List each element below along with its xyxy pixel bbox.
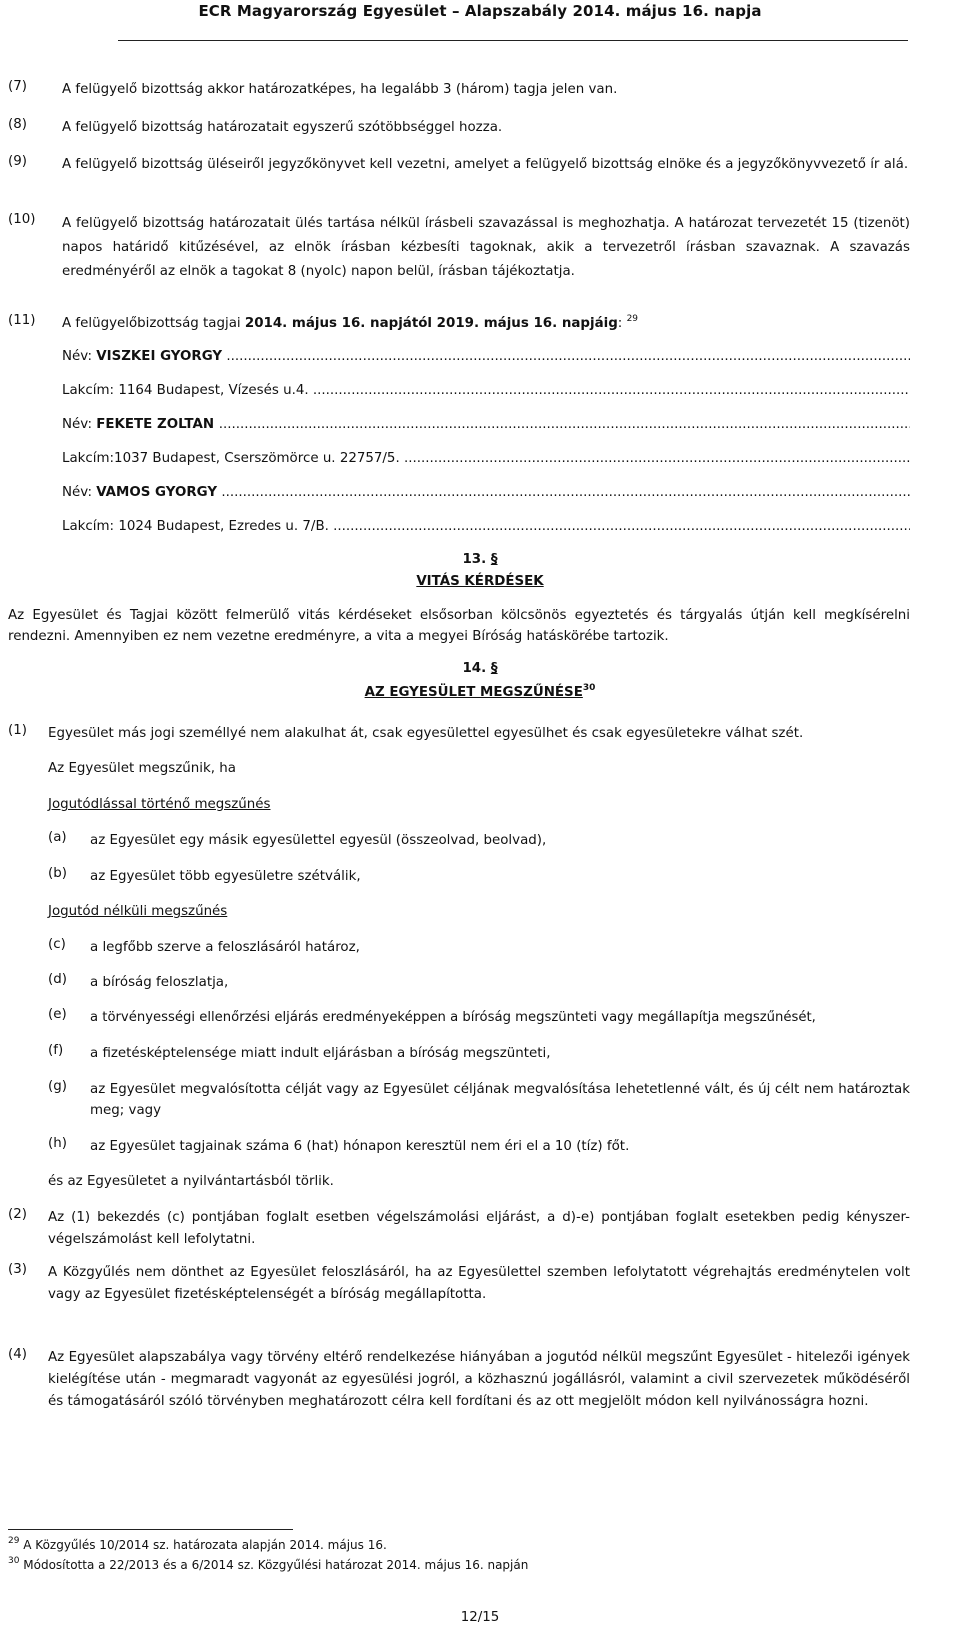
page-number: 12/15: [460, 1610, 500, 1625]
member-address-line: Lakcím: 1164 Budapest, Vízesés u.4. .....: [62, 383, 910, 398]
section-14-paragraph-1: Egyesület más jogi személlyé nem alakulhat át, csak egyesülettel egyesülhet és csak egyesületekre válhat szét.: [48, 726, 804, 741]
section-13-title: VITÁS KÉRDÉSEK: [416, 574, 544, 589]
footnote-divider: [8, 1529, 293, 1530]
item-number: (9): [8, 154, 27, 169]
section-13-body: Az Egyesület és Tagjai között felmerülő vitás kérdéseket elsősorban kölcsönös egyeztetés és tárgyalás útján kell megkísérelni rendezni. Amennyiben ez nem vezetne eredményre, a vita a megyei Bíróság hatáskörébe tartozik.: [8, 608, 910, 644]
section-14-paragraph-4: Az Egyesület alapszabálya vagy törvény eltérő rendelkezése hiányában a jogutód nélkül megszűnt Egyesület - hitelezői igények kielégítése után - megmaradt vagyonát az egyesülési jogról, a közhasznú jogállásról, valamint a civil szervezetek működéséről és támogatásáról szóló törvényben meghatározott célra kell fordítani és az ott megjelölt módon kell nyilvánosságra hozni.: [48, 1350, 910, 1409]
member-name-line: Név: FEKETE ZOLTÁN .....: [62, 417, 910, 432]
list-letter: (g): [48, 1079, 67, 1094]
list-letter: (e): [48, 1007, 67, 1022]
item-number: (1): [8, 723, 27, 738]
list-item: a fizetésképtelensége miatt indult eljárásban a bíróság megszünteti,: [90, 1046, 551, 1061]
page-header: ECR Magyarország Egyesület – Alapszabály 2014. május 16. napja: [198, 2, 762, 20]
section-14-number: 14. §: [462, 661, 498, 676]
member-name-line: Név: VÁMOS GYÖRGY .....: [62, 485, 910, 500]
footnote-29: $^{29}$ A Közgyűlés 10/2014 sz. határozata alapján 2014. május 16.: [8, 1536, 387, 1552]
section-14-paragraph-3: A Közgyűlés nem dönthet az Egyesület feloszlásáról, ha az Egyesülettel szemben lefolytatott végrehajtás eredménytelen volt vagy az Egyesület fizetésképtelenségét a bíróság megállapította.: [48, 1265, 910, 1302]
section-14-paragraph-2: Az (1) bekezdés (c) pontjában foglalt esetben végelszámolási eljárást, a d)-e) pontjában foglalt esetekben pedig kényszer-végelszámolást kell lefolytatni.: [48, 1210, 910, 1247]
member-address-line: Lakcím:1037 Budapest, Cserszömörce u. 22757/5. .....: [62, 451, 910, 466]
footnote-ref: 30: [582, 683, 596, 693]
list-letter: (a): [48, 830, 67, 845]
list-letter: (f): [48, 1043, 64, 1058]
section-14-title: AZ EGYESÜLET MEGSZŰNÉSE$^{30}$: [364, 683, 596, 700]
footnote-30: $^{30}$ Módosította a 22/2013 és a 6/2014 sz. Közgyűlési határozat 2014. május 16. napján: [8, 1556, 529, 1572]
item-number: (8): [8, 117, 27, 132]
paragraph-8: A felügyelő bizottság határozatait egyszerű szótöbbséggel hozza.: [62, 120, 503, 135]
item-number: (11): [8, 313, 36, 328]
list-letter: (d): [48, 972, 67, 987]
member-name: FEKETE ZOLTÁN: [96, 417, 219, 432]
list-item: a bíróság feloszlatja,: [90, 975, 229, 990]
header-divider: [118, 40, 908, 41]
item-number: (10): [8, 212, 36, 227]
list-letter: (h): [48, 1136, 67, 1151]
member-name-line: Név: VISZKEI GYÖRGY .....: [62, 349, 910, 364]
paragraph-7: A felügyelő bizottság akkor határozatképes, ha legalább 3 (három) tagja jelen van.: [62, 82, 618, 97]
item-number: (2): [8, 1207, 27, 1222]
member-name: VISZKEI GYÖRGY: [96, 349, 223, 364]
section-13-number: 13. §: [462, 552, 498, 567]
footnote-ref: 29: [626, 314, 639, 324]
paragraph-11-text: A felügyelőbizottság tagjai: [62, 316, 245, 331]
list-letter: (c): [48, 937, 66, 952]
member-name: VÁMOS GYÖRGY: [96, 485, 218, 500]
list-item: a törvényességi ellenőrzési eljárás eredményeképpen a bíróság megszünteti vagy megállapítja megszűnését,: [90, 1010, 816, 1025]
subheading-no-succession: Jogutód nélküli megszűnés: [48, 904, 228, 919]
paragraph-10: A felügyelő bizottság határozatait ülés tartása nélkül írásbeli szavazással is meghozhatja. A határozat tervezetét 15 (tizenöt) napos határidő kitűzésével, az elnök írásban kézbesíti tagoknak, akik a tervezetről írásban szavaznak. A szavazás eredményéről az elnök a tagokat 8 (nyolc) napon belül, írásban tájékoztatja.: [62, 216, 910, 279]
list-item: a legfőbb szerve a feloszlásáról határoz,: [90, 940, 360, 955]
subheading-succession: Jogutódlással történő megszűnés: [48, 797, 271, 812]
list-item: az Egyesület megvalósította célját vagy az Egyesület céljának megvalósítása lehetetlenné vált, és új célt nem határoztak meg; vagy: [90, 1082, 910, 1118]
dissolution-closing: és az Egyesületet a nyilvántartásból törlik.: [48, 1174, 334, 1189]
item-number: (3): [8, 1262, 27, 1277]
member-address-line: Lakcím: 1024 Budapest, Ezredes u. 7/B. .....: [62, 519, 910, 534]
paragraph-symbol: §: [490, 552, 498, 567]
list-letter: (b): [48, 866, 67, 881]
item-number: (4): [8, 1347, 27, 1362]
list-item: az Egyesület több egyesületre szétválik,: [90, 869, 361, 884]
dissolution-intro: Az Egyesület megszűnik, ha: [48, 761, 236, 776]
mandate-period: 2014. május 16. napjától 2019. május 16. napjáig: [244, 316, 618, 331]
paragraph-11: A felügyelőbizottság tagjai 2014. május 16. napjától 2019. május 16. napjáig: $^{29}$: [62, 314, 639, 331]
list-item: az Egyesület egy másik egyesülettel egyesül (összeolvad, beolvad),: [90, 833, 547, 848]
item-number: (7): [8, 79, 27, 94]
list-item: az Egyesület tagjainak száma 6 (hat) hónapon keresztül nem éri el a 10 (tíz) főt.: [90, 1139, 630, 1154]
paragraph-9: A felügyelő bizottság üléseiről jegyzőkönyvet kell vezetni, amelyet a felügyelő bizottság elnöke és a jegyzőkönyvvezető ír alá.: [62, 157, 909, 172]
paragraph-symbol: §: [490, 661, 498, 676]
